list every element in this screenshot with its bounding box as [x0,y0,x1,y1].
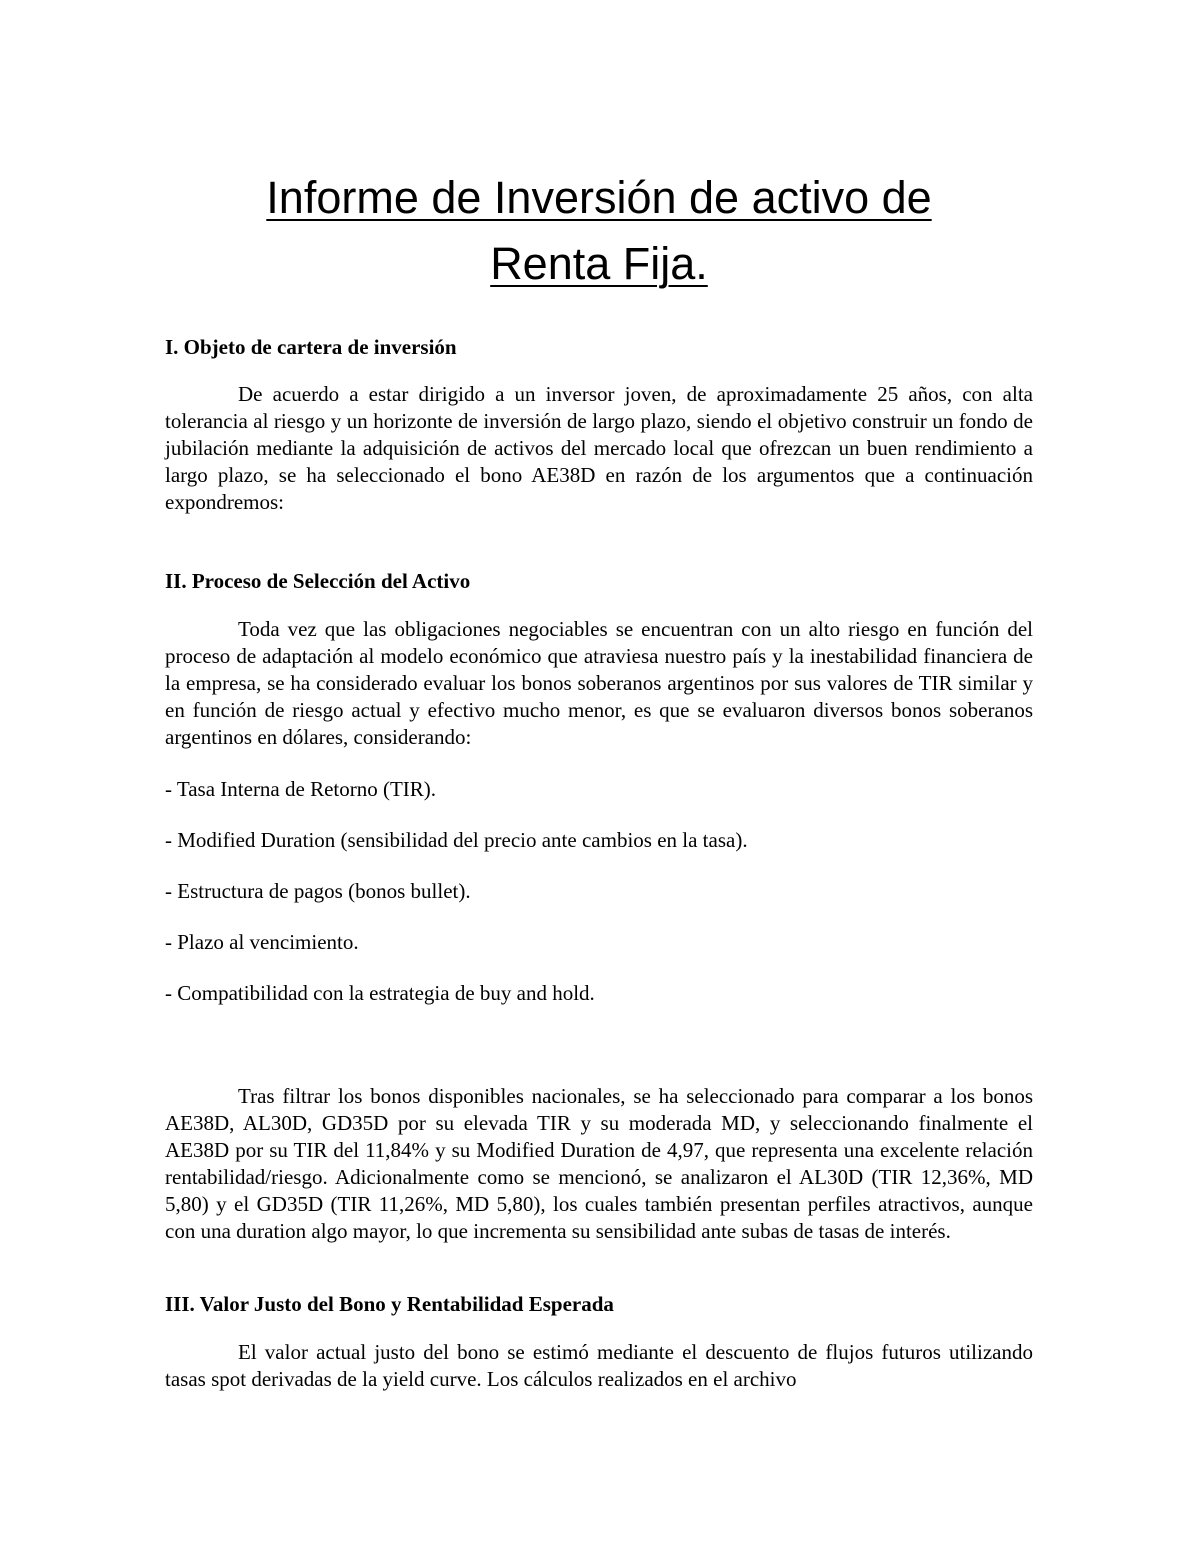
list-item: - Tasa Interna de Retorno (TIR). [165,777,437,801]
list-item: - Modified Duration (sensibilidad del precio ante cambios en la tasa). [165,828,748,852]
document-title [165,165,1033,297]
document-title-line-1: Informe de Inversión de activo de [266,172,932,223]
list-item: - Plazo al vencimiento. [165,930,359,954]
section-paragraph-proceso: Toda vez que las obligaciones negociables se encuentran con un alto riesgo en función del proceso de adaptación al modelo económico que atraviesa nuestro país y la inestabilidad financiera de la empresa, se ha considerado evaluar los bonos soberanos argentinos por sus valores de TIR similar y en función de riesgo actual y efectivo mucho menor, es que se evaluaron diversos bonos soberanos argentinos en dólares, considerando: [165,617,1033,749]
list-item: - Estructura de pagos (bonos bullet). [165,879,471,903]
document-title-line-2: Renta Fija. [490,238,708,289]
section-paragraph-objeto: De acuerdo a estar dirigido a un inversor joven, de aproximadamente 25 años, con alta tolerancia al riesgo y un horizonte de inversión de largo plazo, siendo el objetivo construir un fondo de jubilación mediante la adquisición de activos del mercado local que ofrezcan un buen rendimiento a largo plazo, se ha seleccionado el bono AE38D en razón de los argumentos que a continuación expondremos: [165,382,1033,514]
criteria-list [165,776,1033,1007]
section-heading-valor-justo: III. Valor Justo del Bono y Rentabilidad Esperada [165,1292,614,1316]
list-item: - Compatibilidad con la estrategia de buy and hold. [165,981,595,1005]
section-heading-proceso: II. Proceso de Selección del Activo [165,569,471,593]
document-page [165,165,1033,1393]
section-heading-objeto: I. Objeto de cartera de inversión [165,335,457,359]
section-paragraph-seleccion: Tras filtrar los bonos disponibles nacionales, se ha seleccionado para comparar a los bonos AE38D, AL30D, GD35D por su elevada TIR y su moderada MD, y seleccionando finalmente el AE38D por su TIR del 11,84% y su Modified Duration de 4,97, que representa una excelente relación rentabilidad/riesgo. Adicionalmente como se mencionó, se analizaron el AL30D (TIR 12,36%, MD 5,80) y el GD35D (TIR 11,26%, MD 5,80), los cuales también presentan perfiles atractivos, aunque con una duration algo mayor, lo que incrementa su sensibilidad ante subas de tasas de interés. [165,1084,1033,1243]
section-paragraph-valor-justo: El valor actual justo del bono se estimó mediante el descuento de flujos futuros utilizando tasas spot derivadas de la yield curve. Los cálculos realizados en el archivo [165,1340,1033,1391]
